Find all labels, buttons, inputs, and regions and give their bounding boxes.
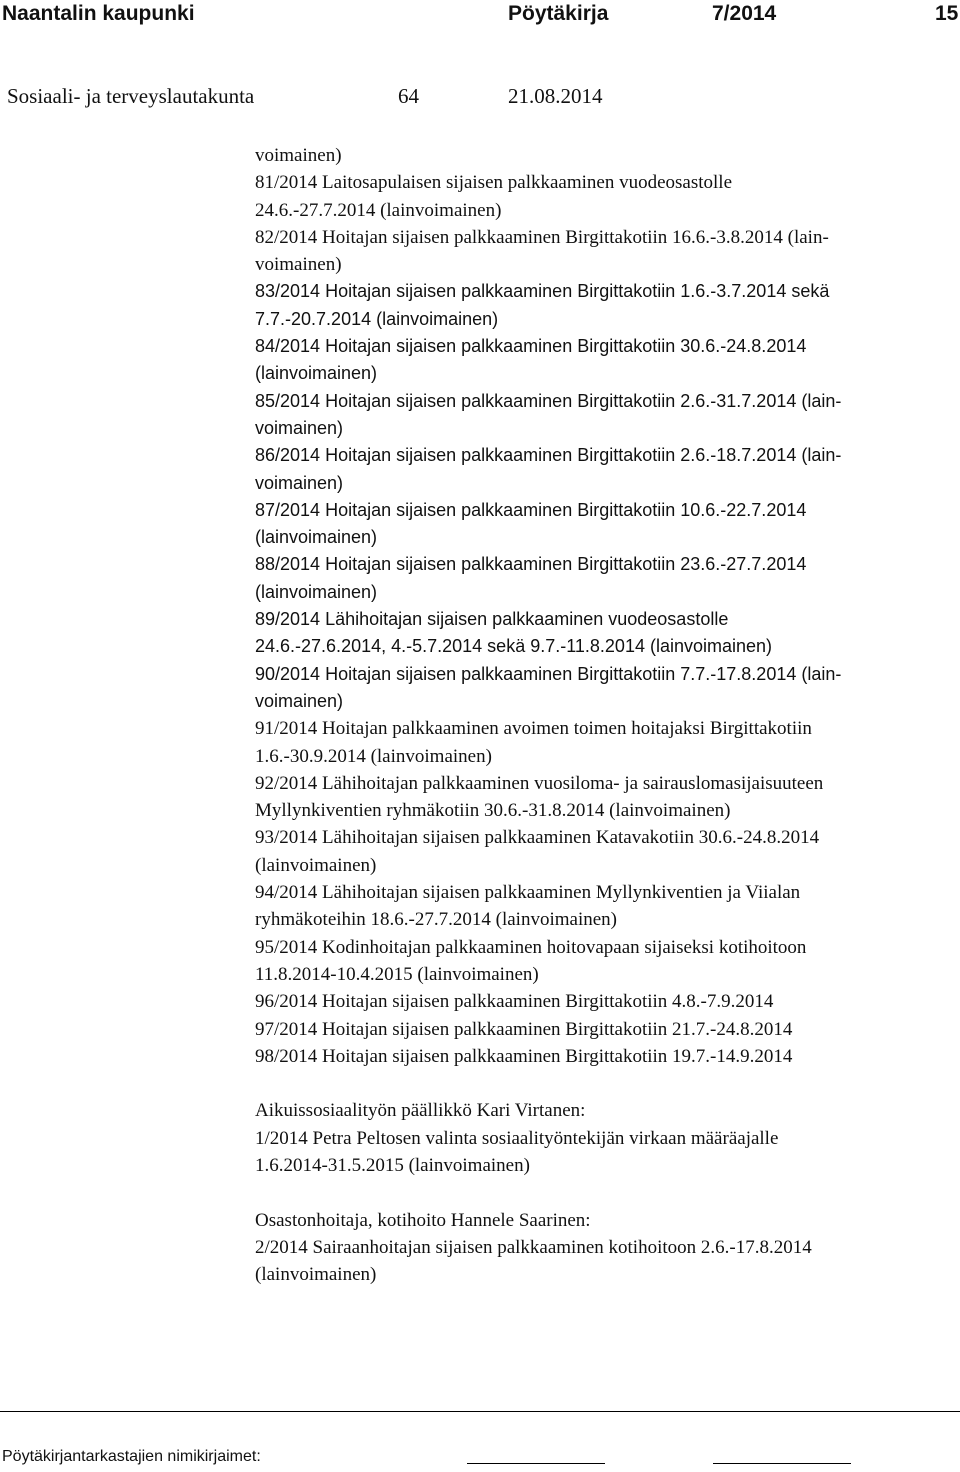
text-line: 81/2014 Laitosapulaisen sijaisen palkkaaminen vuodeosastolle — [255, 172, 733, 194]
text-line: 24.6.-27.7.2014 (lainvoimainen) — [255, 199, 502, 221]
signature-line-1 — [467, 1463, 605, 1464]
meeting-date: 21.08.2014 — [508, 84, 603, 108]
text-line: 85/2014 Hoitajan sijaisen palkkaaminen Birgittakotiin 2.6.-31.7.2014 (lain- — [255, 390, 842, 411]
text-line: (lainvoimainen) — [255, 1264, 377, 1286]
issue-number: 7/2014 — [712, 2, 777, 25]
paragraph-gap — [255, 1179, 955, 1206]
text-line: voimainen) — [255, 472, 344, 493]
text-line: 87/2014 Hoitajan sijaisen palkkaaminen Birgittakotiin 10.6.-22.7.2014 — [255, 499, 807, 520]
text-line: 88/2014 Hoitajan sijaisen palkkaaminen Birgittakotiin 23.6.-27.7.2014 — [255, 554, 807, 575]
text-line: 97/2014 Hoitajan sijaisen palkkaaminen Birgittakotiin 21.7.-24.8.2014 — [255, 1018, 793, 1040]
text-line: Aikuissosiaalityön päällikkö Kari Virtanen: — [255, 1100, 586, 1122]
text-line: 93/2014 Lähihoitajan sijaisen palkkaaminen Katavakotiin 30.6.-24.8.2014 — [255, 827, 820, 849]
text-line: 82/2014 Hoitajan sijaisen palkkaaminen Birgittakotiin 16.6.-3.8.2014 (lain- — [255, 226, 829, 248]
text-line: 7.7.-20.7.2014 (lainvoimainen) — [255, 308, 499, 329]
text-line: 1.6.2014-31.5.2015 (lainvoimainen) — [255, 1154, 530, 1176]
text-line: 89/2014 Lähihoitajan sijaisen palkkaaminen vuodeosastolle — [255, 609, 729, 630]
text-line: voimainen) — [255, 417, 344, 438]
text-line: 94/2014 Lähihoitajan sijaisen palkkaaminen Myllynkiventien ja Viialan — [255, 882, 801, 904]
text-line: 11.8.2014-10.4.2015 (lainvoimainen) — [255, 963, 539, 985]
city-name: Naantalin kaupunki — [2, 2, 195, 25]
text-line: 96/2014 Hoitajan sijaisen palkkaaminen Birgittakotiin 4.8.-7.9.2014 — [255, 991, 774, 1013]
footer-divider — [0, 1411, 960, 1412]
text-line: 1.6.-30.9.2014 (lainvoimainen) — [255, 745, 492, 767]
text-line: 86/2014 Hoitajan sijaisen palkkaaminen Birgittakotiin 2.6.-18.7.2014 (lain- — [255, 445, 842, 466]
text-line: 83/2014 Hoitajan sijaisen palkkaaminen Birgittakotiin 1.6.-3.7.2014 sekä — [255, 281, 830, 302]
text-line: Osastonhoitaja, kotihoito Hannele Saarinen: — [255, 1209, 591, 1231]
section-number: 64 — [398, 84, 419, 108]
text-line: voimainen) — [255, 145, 342, 166]
text-line: 24.6.-27.6.2014, 4.-5.7.2014 sekä 9.7.-11.8.2014 (lainvoimainen) — [255, 636, 773, 657]
text-line: 92/2014 Lähihoitajan palkkaaminen vuosiloma- ja sairauslomasijaisuuteen — [255, 772, 824, 794]
text-line: 2/2014 Sairaanhoitajan sijaisen palkkaaminen kotihoitoon 2.6.-17.8.2014 — [255, 1236, 812, 1258]
text-line: (lainvoimainen) — [255, 527, 378, 548]
text-line: (lainvoimainen) — [255, 363, 378, 384]
decision-list — [255, 142, 955, 1288]
text-line: 90/2014 Hoitajan sijaisen palkkaaminen Birgittakotiin 7.7.-17.8.2014 (lain- — [255, 663, 842, 684]
text-line: 98/2014 Hoitajan sijaisen palkkaaminen Birgittakotiin 19.7.-14.9.2014 — [255, 1045, 793, 1067]
text-line: 1/2014 Petra Peltosen valinta sosiaalityöntekijän virkaan määräajalle — [255, 1127, 779, 1149]
text-line: voimainen) — [255, 690, 344, 711]
text-line: ryhmäkoteihin 18.6.-27.7.2014 (lainvoimainen) — [255, 909, 617, 931]
text-line: (lainvoimainen) — [255, 581, 378, 602]
paragraph-gap — [255, 1070, 955, 1097]
text-line: Myllynkiventien ryhmäkotiin 30.6.-31.8.2014 (lainvoimainen) — [255, 800, 731, 822]
document-type: Pöytäkirja — [508, 2, 609, 25]
board-name: Sosiaali- ja terveyslautakunta — [7, 84, 255, 108]
text-line: 91/2014 Hoitajan palkkaaminen avoimen toimen hoitajaksi Birgittakotiin — [255, 718, 812, 740]
text-line: voimainen) — [255, 254, 342, 276]
footer-label: Pöytäkirjantarkastajien nimikirjaimet: — [2, 1448, 261, 1465]
signature-line-2 — [713, 1463, 851, 1464]
page-number: 15 — [935, 2, 959, 25]
text-line: 84/2014 Hoitajan sijaisen palkkaaminen Birgittakotiin 30.6.-24.8.2014 — [255, 336, 807, 357]
text-line: (lainvoimainen) — [255, 854, 377, 876]
text-line: 95/2014 Kodinhoitajan palkkaaminen hoitovapaan sijaiseksi kotihoitoon — [255, 936, 807, 958]
